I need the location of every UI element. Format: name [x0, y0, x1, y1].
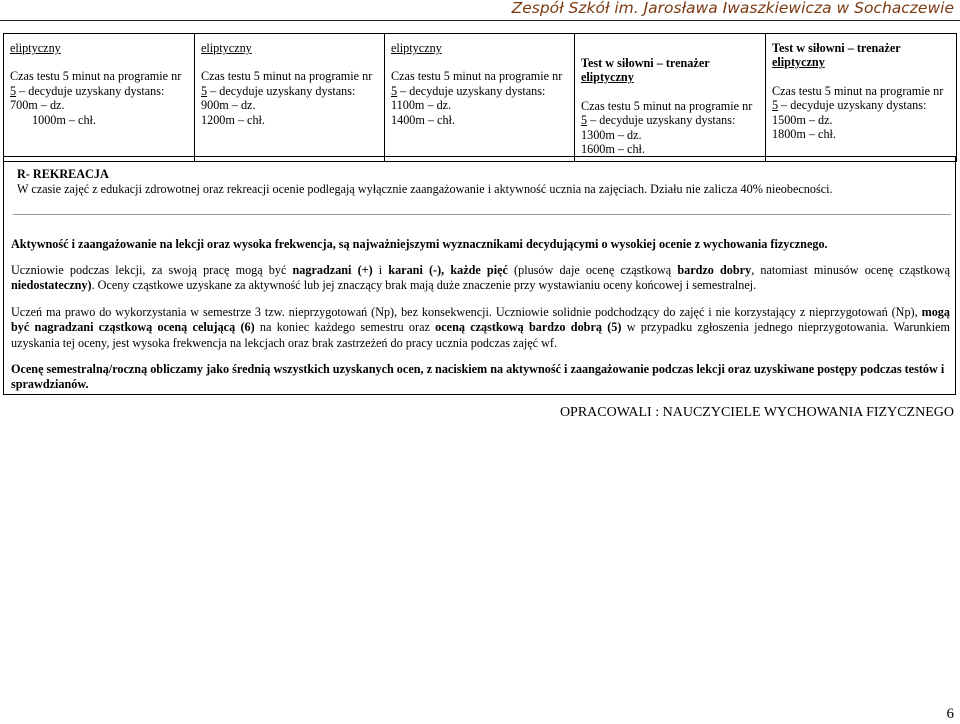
- distance-boys: 1400m – chł.: [391, 112, 455, 127]
- machine-label: eliptyczny: [10, 41, 61, 55]
- distance-boys: 1200m – chł.: [201, 112, 265, 127]
- test-description: Czas testu 5 minut na programie nr 5 – decyduje uzyskany dystans:: [772, 83, 944, 113]
- machine-label: eliptyczny: [581, 70, 634, 85]
- rekreacja-heading: R- REKREACJA: [17, 167, 109, 181]
- table-cell: [195, 34, 385, 162]
- ocena-paragraph: Ocenę semestralną/roczną obliczamy jako średnią wszystkich uzyskanych ocen, z naciskiem na aktywność i zaangażowanie podczas lekcji oraz uzyskiwane postępy podczas testów i sprawdzianów.: [11, 362, 945, 392]
- distance-boys: 1600m – chł.: [581, 142, 645, 157]
- signature-line: OPRACOWALI : NAUCZYCIELE WYCHOWANIA FIZYCZNEGO: [559, 405, 954, 420]
- test-description: Czas testu 5 minut na programie nr 5 – decyduje uzyskany dystans:: [581, 98, 753, 128]
- school-header: Zespół Szkół im. Jarosława Iwaszkiewicza w Sochaczewie: [511, 0, 954, 17]
- test-title: Test w siłowni – trenażer: [772, 41, 901, 55]
- table-cell: [766, 34, 957, 162]
- machine-label: eliptyczny: [201, 41, 252, 55]
- nagrody-paragraph: Uczniowie podczas lekcji, za swoją pracę mogą być nagradzani (+) i karani (-), każde pięć (plusów daje ocenę cząstkową bardzo dobry, natomiast minusów ocenę cząstkową niedostateczny). Oceny cząstkowe uzyskane za aktywność lub jej znaczący brak mają duże znaczenie przy wystawianiu oceny końcowej i semestralnej.: [11, 263, 951, 293]
- test-table: [3, 33, 957, 162]
- distance-girls: 1100m – dz.: [391, 98, 452, 113]
- distance-girls: 700m – dz.: [10, 98, 65, 113]
- np-paragraph: Uczeń ma prawo do wykorzystania w semestrze 3 tzw. nieprzygotowań (Np), bez konsekwencji. Uczniowie solidnie podchodzący do zajęć i nie korzystający z nieprzygotowań (Np), mogą być nagradzani cząstkową oceną celującą (6) na koniec każdego semestru oraz oceną cząstkową bardzo dobrą (5) w przypadku zgłoszenia jednego nieprzygotowania. Warunkiem uzyskania tej oceny, jest wysoka frekwencja na lekcjach oraz brak zastrzeżeń do pracy ucznia podczas zajęć wf.: [11, 305, 950, 350]
- distance-boys: 1800m – chł.: [772, 127, 836, 142]
- distance-girls: 1300m – dz.: [581, 127, 642, 142]
- test-title: Test w siłowni – trenażer: [581, 56, 710, 70]
- table-cell: [385, 34, 575, 162]
- test-description: Czas testu 5 minut na programie nr 5 – decyduje uzyskany dystans:: [10, 69, 182, 98]
- rekreacja-text: W czasie zajęć z edukacji zdrowotnej oraz rekreacji ocenie podlegają wyłącznie zaangażowanie i aktywność ucznia na zajęciach. Działu nie zalicza 40% nieobecności.: [17, 182, 833, 196]
- test-description: Czas testu 5 minut na programie nr 5 – decyduje uzyskany dystans:: [391, 69, 563, 98]
- machine-label: eliptyczny: [391, 41, 442, 55]
- table-cell: [575, 34, 766, 162]
- table-row: [4, 34, 957, 162]
- grading-rules-box: [3, 156, 956, 395]
- test-description: Czas testu 5 minut na programie nr 5 – decyduje uzyskany dystans:: [201, 69, 373, 98]
- header-rule: [0, 20, 960, 21]
- page-number: 6: [946, 706, 954, 722]
- distance-girls: 900m – dz.: [201, 98, 256, 113]
- divider-rule: [13, 214, 951, 215]
- machine-label: eliptyczny: [772, 55, 825, 70]
- aktywnosc-paragraph: Aktywność i zaangażowanie na lekcji oraz wysoka frekwencja, są najważniejszymi wyznacznikami decydującymi o wysokiej ocenie z wychowania fizycznego.: [11, 237, 828, 251]
- distance-boys: 1000m – chł.: [32, 112, 96, 127]
- table-cell: [4, 34, 195, 162]
- distance-girls: 1500m – dz.: [772, 112, 833, 127]
